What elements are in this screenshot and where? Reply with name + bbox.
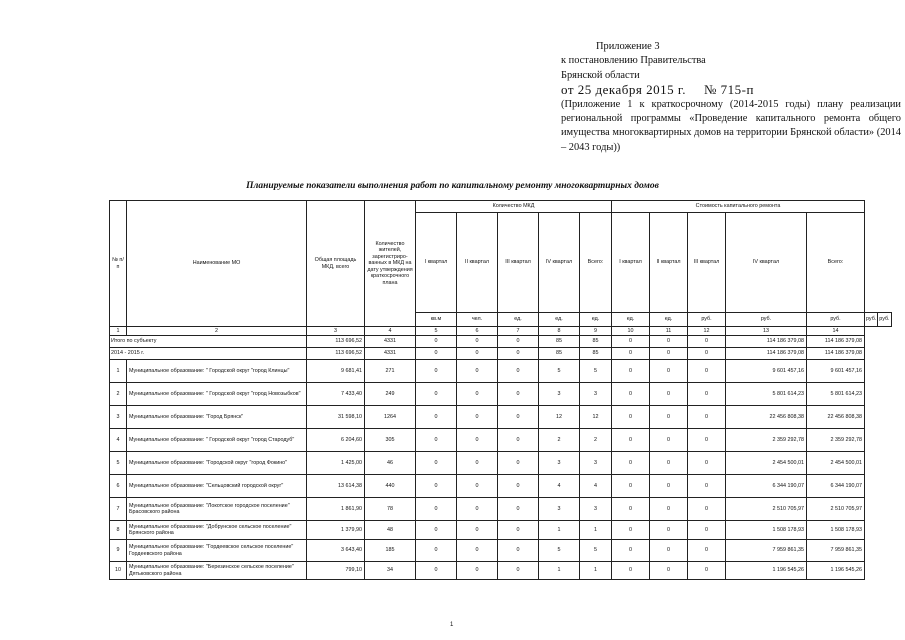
row-number: 8 (110, 521, 127, 540)
residents-cell: 34 (365, 562, 416, 580)
count-q1-cell: 0 (416, 406, 457, 429)
unit-cell: кв.м (416, 313, 457, 327)
cost-q1-cell: 0 (612, 348, 650, 360)
count-q3-header: III квартал (498, 213, 539, 313)
count-q4-header: IV квартал (539, 213, 580, 313)
count-q3-cell: 0 (498, 406, 539, 429)
count-q3-cell: 0 (498, 562, 539, 580)
cost-q1-cell: 0 (612, 429, 650, 452)
count-total-cell: 3 (580, 452, 612, 475)
row-number: 7 (110, 498, 127, 521)
count-total-cell: 3 (580, 498, 612, 521)
count-q3-cell: 0 (498, 360, 539, 383)
header-row-groups (110, 201, 892, 213)
count-q2-cell: 0 (457, 348, 498, 360)
count-total-cell: 2 (580, 429, 612, 452)
area-cell: 1 425,00 (307, 452, 365, 475)
unit-cell: ед. (498, 313, 539, 327)
col-residents-header: Количество жителей, зарегистриро-ванных в МКД на дату утверждения краткосрочного плана (365, 201, 416, 327)
count-q4-cell: 85 (539, 336, 580, 348)
table-row (110, 540, 892, 562)
cost-total-header: Всего: (807, 213, 865, 313)
municipality-name: Муниципальное образование: "Локотское городское поселение" Брасовского района (127, 498, 307, 521)
page-number: 1 (450, 622, 454, 628)
unit-cell: руб. (878, 313, 891, 327)
row-number: 10 (110, 562, 127, 580)
col-name-header: Наименование МО (127, 201, 307, 327)
cost-q2-header: II квартал (650, 213, 688, 313)
table-title: Планируемые показатели выполнения работ по капитальному ремонту многоквартирных домов (246, 181, 659, 191)
count-total-cell: 3 (580, 383, 612, 406)
table-row (110, 429, 892, 452)
cost-q4-cell: 22 456 808,38 (726, 406, 807, 429)
count-total-cell: 1 (580, 521, 612, 540)
row-number: 1 (110, 360, 127, 383)
count-q1-cell: 0 (416, 383, 457, 406)
count-q2-cell: 0 (457, 406, 498, 429)
count-q4-cell: 85 (539, 348, 580, 360)
cost-q1-cell: 0 (612, 475, 650, 498)
cost-q2-cell: 0 (650, 452, 688, 475)
count-q2-header: II квартал (457, 213, 498, 313)
cost-total-cell: 2 510 705,97 (807, 498, 865, 521)
col-number: 4 (365, 327, 416, 336)
cost-q4-cell: 2 510 705,97 (726, 498, 807, 521)
cost-q3-cell: 0 (688, 383, 726, 406)
cost-total-cell: 2 359 292,78 (807, 429, 865, 452)
count-group-header: Количество МКД (416, 201, 612, 213)
count-q1-cell: 0 (416, 429, 457, 452)
count-q4-cell: 2 (539, 429, 580, 452)
summary-label: Итого по субъекту (110, 336, 307, 348)
cost-q3-cell: 0 (688, 348, 726, 360)
unit-cell: руб. (807, 313, 865, 327)
municipality-name: Муниципальное образование: "Город Брянск" (127, 406, 307, 429)
count-q1-cell: 0 (416, 521, 457, 540)
count-q4-cell: 3 (539, 498, 580, 521)
col-number: 6 (457, 327, 498, 336)
table-row (110, 360, 892, 383)
count-q3-cell: 0 (498, 452, 539, 475)
cost-q3-cell: 0 (688, 452, 726, 475)
cost-q2-cell: 0 (650, 429, 688, 452)
cost-q3-cell: 0 (688, 475, 726, 498)
municipality-name: Муниципальное образование: " Городской округ "город Новозыбков" (127, 383, 307, 406)
count-q1-cell: 0 (416, 562, 457, 580)
cost-q1-cell: 0 (612, 406, 650, 429)
area-cell: 7 433,40 (307, 383, 365, 406)
area-cell: 1 861,90 (307, 498, 365, 521)
cost-q3-cell: 0 (688, 429, 726, 452)
area-cell: 113 696,52 (307, 336, 365, 348)
residents-cell: 78 (365, 498, 416, 521)
column-numbers-row (110, 327, 892, 336)
count-q3-cell: 0 (498, 540, 539, 562)
cost-q4-cell: 1 196 545,26 (726, 562, 807, 580)
count-q2-cell: 0 (457, 429, 498, 452)
municipality-name: Муниципальное образование: "Березинское сельское поселение" Дятьковского района (127, 562, 307, 580)
row-number: 4 (110, 429, 127, 452)
cost-total-cell: 6 344 190,07 (807, 475, 865, 498)
cost-q2-cell: 0 (650, 406, 688, 429)
cost-q1-cell: 0 (612, 383, 650, 406)
col-number: 2 (127, 327, 307, 336)
summary-label: 2014 - 2015 г. (110, 348, 307, 360)
cost-q3-cell: 0 (688, 521, 726, 540)
municipality-name: Муниципальное образование: "Добрунское сельское поселение" Брянского района (127, 521, 307, 540)
count-q4-cell: 5 (539, 540, 580, 562)
unit-cell: чел. (457, 313, 498, 327)
unit-cell: ед. (539, 313, 580, 327)
col-number: 12 (688, 327, 726, 336)
area-cell: 1 379,90 (307, 521, 365, 540)
area-cell: 6 204,60 (307, 429, 365, 452)
count-q3-cell: 0 (498, 348, 539, 360)
unit-cell: ед. (650, 313, 688, 327)
col-number: 13 (726, 327, 807, 336)
cost-total-cell: 1 196 545,26 (807, 562, 865, 580)
cost-q1-cell: 0 (612, 521, 650, 540)
count-q1-header: I квартал (416, 213, 457, 313)
col-num-header: № п/п (110, 201, 127, 327)
indicators-table (109, 200, 892, 580)
cost-q3-cell: 0 (688, 540, 726, 562)
municipality-name: Муниципальное образование: "Гордеевское сельское поселение" Гордеевского района (127, 540, 307, 562)
row-number: 5 (110, 452, 127, 475)
residents-cell: 440 (365, 475, 416, 498)
col-number: 3 (307, 327, 365, 336)
cost-q1-cell: 0 (612, 540, 650, 562)
cost-q4-cell: 9 601 457,16 (726, 360, 807, 383)
count-q2-cell: 0 (457, 498, 498, 521)
count-q3-cell: 0 (498, 521, 539, 540)
cost-q3-header: III квартал (688, 213, 726, 313)
cost-total-cell: 114 186 379,08 (807, 348, 865, 360)
cost-q2-cell: 0 (650, 498, 688, 521)
cost-q2-cell: 0 (650, 348, 688, 360)
count-q2-cell: 0 (457, 452, 498, 475)
count-q1-cell: 0 (416, 475, 457, 498)
decree-date: от 25 декабря 2015 г. (561, 82, 686, 98)
appendix-title: Приложение 3 (596, 41, 660, 52)
count-q4-cell: 1 (539, 521, 580, 540)
residents-cell: 4331 (365, 336, 416, 348)
count-q1-cell: 0 (416, 452, 457, 475)
appendix-line-3: Брянской области (561, 69, 640, 81)
count-q2-cell: 0 (457, 521, 498, 540)
residents-cell: 4331 (365, 348, 416, 360)
count-q4-cell: 3 (539, 452, 580, 475)
row-number: 6 (110, 475, 127, 498)
area-cell: 3 643,40 (307, 540, 365, 562)
appendix-note: (Приложение 1 к краткосрочному (2014-2015 годы) плану реализации региональной программы «Проведение капитального ремонта общего имущества многоквартирных домов на территории Брянской области» (2014 – 2043 годы)) (561, 98, 901, 153)
count-q2-cell: 0 (457, 562, 498, 580)
cost-q4-cell: 5 801 614,23 (726, 383, 807, 406)
cost-total-cell: 5 801 614,23 (807, 383, 865, 406)
area-cell: 31 598,10 (307, 406, 365, 429)
cost-total-cell: 9 601 457,16 (807, 360, 865, 383)
table-row (110, 475, 892, 498)
count-q3-cell: 0 (498, 336, 539, 348)
count-q2-cell: 0 (457, 383, 498, 406)
cost-q2-cell: 0 (650, 562, 688, 580)
table-row (110, 498, 892, 521)
col-area-header: Общая площадь МКД, всего (307, 201, 365, 327)
cost-q3-cell: 0 (688, 336, 726, 348)
count-total-cell: 4 (580, 475, 612, 498)
cost-q1-cell: 0 (612, 562, 650, 580)
cost-total-cell: 22 456 808,38 (807, 406, 865, 429)
table-row (110, 562, 892, 580)
period-row (110, 348, 892, 360)
cost-q3-cell: 0 (688, 562, 726, 580)
count-q3-cell: 0 (498, 498, 539, 521)
residents-cell: 305 (365, 429, 416, 452)
appendix-header (561, 40, 901, 155)
cost-q4-cell: 6 344 190,07 (726, 475, 807, 498)
area-cell: 799,10 (307, 562, 365, 580)
row-number: 2 (110, 383, 127, 406)
col-number: 9 (580, 327, 612, 336)
count-q4-cell: 5 (539, 360, 580, 383)
cost-q4-cell: 7 959 861,35 (726, 540, 807, 562)
cost-q4-cell: 2 359 292,78 (726, 429, 807, 452)
count-total-cell: 1 (580, 562, 612, 580)
appendix-line-2: к постановлению Правительства (561, 55, 706, 67)
col-number: 1 (110, 327, 127, 336)
table-row (110, 383, 892, 406)
cost-q4-cell: 1 508 178,93 (726, 521, 807, 540)
count-q2-cell: 0 (457, 475, 498, 498)
cost-q3-cell: 0 (688, 498, 726, 521)
unit-cell: руб. (726, 313, 807, 327)
cost-total-cell: 7 959 861,35 (807, 540, 865, 562)
municipality-name: Муниципальное образование: " Городской округ "город Клинцы" (127, 360, 307, 383)
count-total-cell: 85 (580, 348, 612, 360)
col-number: 8 (539, 327, 580, 336)
count-total-cell: 85 (580, 336, 612, 348)
count-q3-cell: 0 (498, 429, 539, 452)
cost-q4-cell: 2 454 500,01 (726, 452, 807, 475)
cost-q4-header: IV квартал (726, 213, 807, 313)
cost-total-cell: 1 508 178,93 (807, 521, 865, 540)
cost-q2-cell: 0 (650, 521, 688, 540)
count-q1-cell: 0 (416, 540, 457, 562)
count-q1-cell: 0 (416, 348, 457, 360)
count-q3-cell: 0 (498, 383, 539, 406)
count-q1-cell: 0 (416, 360, 457, 383)
cost-q1-cell: 0 (612, 360, 650, 383)
cost-q2-cell: 0 (650, 540, 688, 562)
count-q4-cell: 1 (539, 562, 580, 580)
cost-q4-cell: 114 186 379,08 (726, 348, 807, 360)
area-cell: 9 681,41 (307, 360, 365, 383)
decree-number: № 715-п (704, 82, 754, 98)
area-cell: 13 614,38 (307, 475, 365, 498)
cost-q2-cell: 0 (650, 383, 688, 406)
residents-cell: 271 (365, 360, 416, 383)
count-q1-cell: 0 (416, 498, 457, 521)
cost-q2-cell: 0 (650, 475, 688, 498)
municipality-name: Муниципальное образование: " Городской округ "город Стародуб" (127, 429, 307, 452)
residents-cell: 1264 (365, 406, 416, 429)
col-number: 5 (416, 327, 457, 336)
cost-q1-header: I квартал (612, 213, 650, 313)
residents-cell: 249 (365, 383, 416, 406)
cost-group-header: Стоимость капитального ремонта (612, 201, 865, 213)
count-q3-cell: 0 (498, 475, 539, 498)
total-row (110, 336, 892, 348)
cost-q1-cell: 0 (612, 336, 650, 348)
area-cell: 113 696,52 (307, 348, 365, 360)
municipality-name: Муниципальное образование: "Сельцовский городской округ" (127, 475, 307, 498)
unit-cell: ед. (612, 313, 650, 327)
residents-cell: 48 (365, 521, 416, 540)
unit-cell: руб. (865, 313, 878, 327)
decree-date-line (561, 83, 901, 97)
unit-cell: руб. (688, 313, 726, 327)
residents-cell: 185 (365, 540, 416, 562)
row-number: 3 (110, 406, 127, 429)
cost-q2-cell: 0 (650, 360, 688, 383)
count-total-cell: 5 (580, 540, 612, 562)
col-number: 7 (498, 327, 539, 336)
count-total-cell: 5 (580, 360, 612, 383)
col-number: 14 (807, 327, 865, 336)
count-q2-cell: 0 (457, 540, 498, 562)
col-number: 10 (612, 327, 650, 336)
residents-cell: 46 (365, 452, 416, 475)
municipality-name: Муниципальное образование: "Городской округ "город Фокино" (127, 452, 307, 475)
cost-q1-cell: 0 (612, 498, 650, 521)
row-number: 9 (110, 540, 127, 562)
count-total-header: Всего: (580, 213, 612, 313)
count-total-cell: 12 (580, 406, 612, 429)
count-q4-cell: 3 (539, 383, 580, 406)
cost-q2-cell: 0 (650, 336, 688, 348)
cost-q4-cell: 114 186 379,08 (726, 336, 807, 348)
unit-cell: ед. (580, 313, 612, 327)
cost-total-cell: 2 454 500,01 (807, 452, 865, 475)
cost-total-cell: 114 186 379,08 (807, 336, 865, 348)
count-q1-cell: 0 (416, 336, 457, 348)
table-row (110, 406, 892, 429)
count-q4-cell: 12 (539, 406, 580, 429)
count-q2-cell: 0 (457, 336, 498, 348)
table-row (110, 452, 892, 475)
count-q4-cell: 4 (539, 475, 580, 498)
table-row (110, 521, 892, 540)
cost-q3-cell: 0 (688, 406, 726, 429)
col-number: 11 (650, 327, 688, 336)
cost-q1-cell: 0 (612, 452, 650, 475)
cost-q3-cell: 0 (688, 360, 726, 383)
count-q2-cell: 0 (457, 360, 498, 383)
